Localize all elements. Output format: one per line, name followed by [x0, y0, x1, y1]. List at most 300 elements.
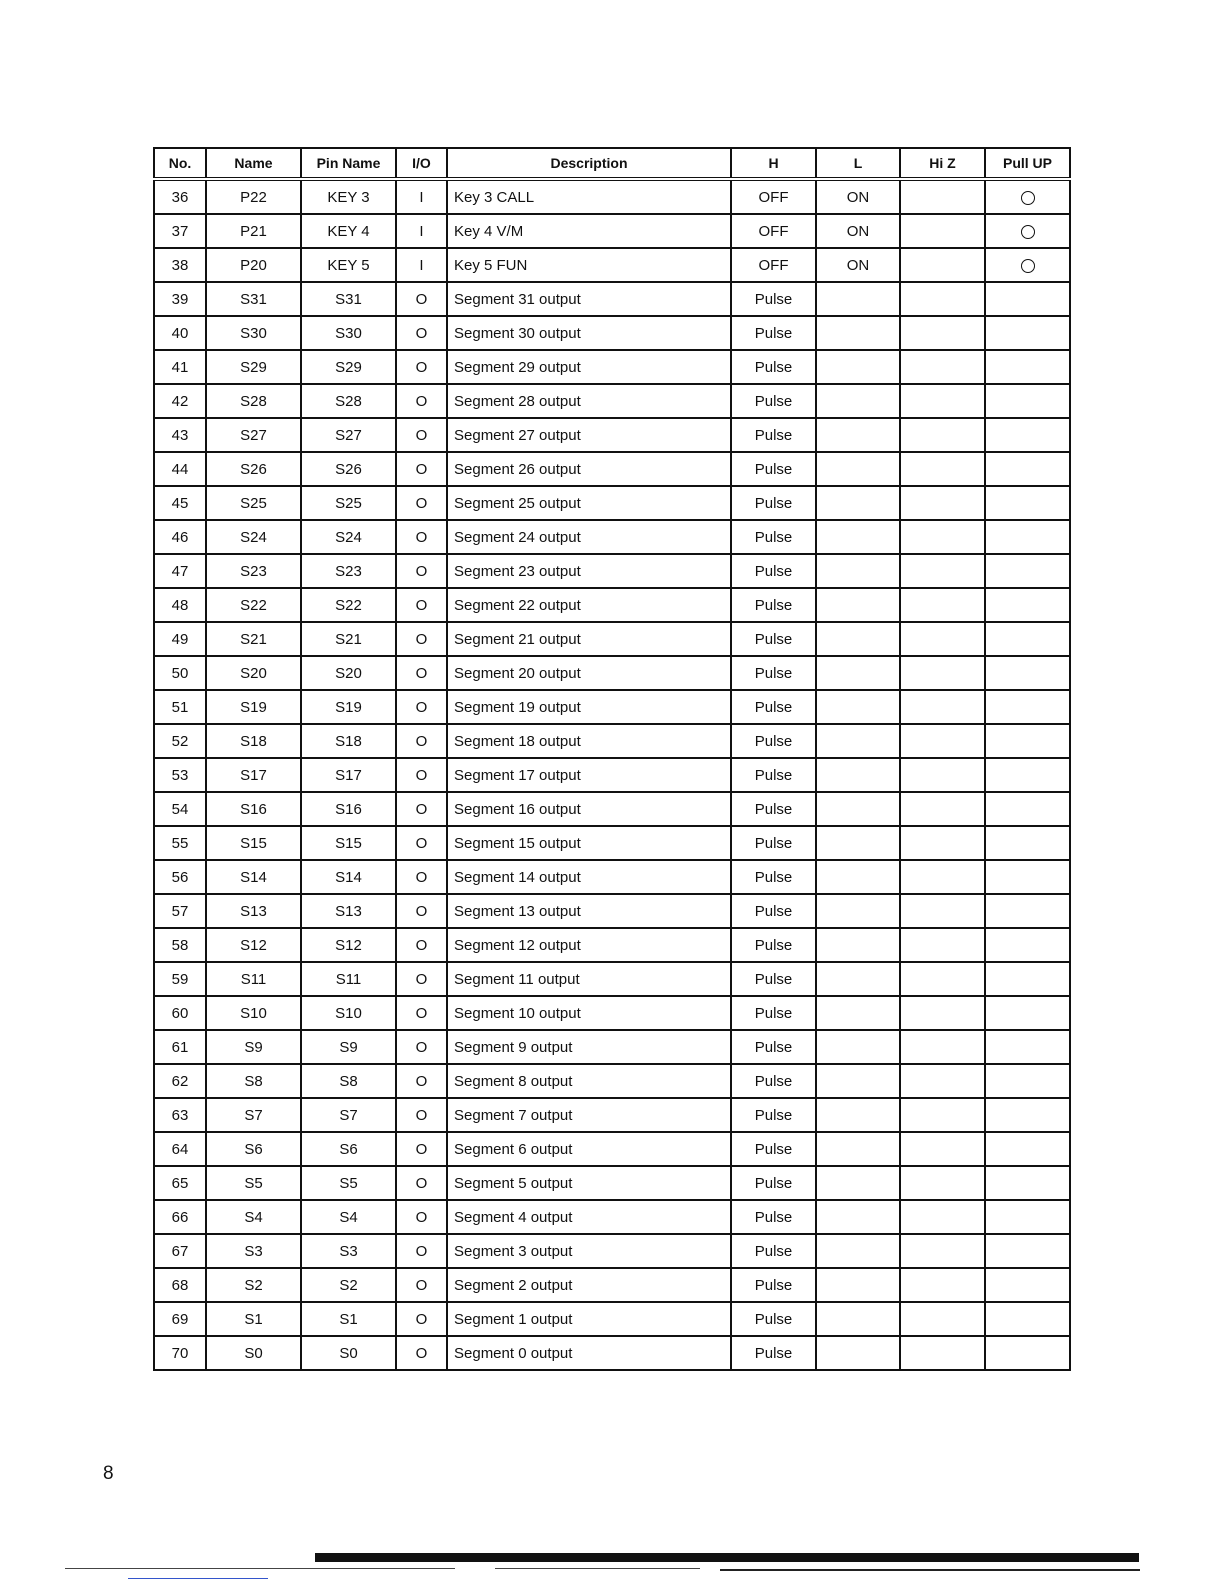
pin-name-cell: KEY 5 — [301, 248, 396, 282]
io-cell: O — [396, 316, 447, 350]
description-cell: Segment 9 output — [447, 1030, 731, 1064]
io-cell: O — [396, 1064, 447, 1098]
l-cell — [816, 316, 900, 350]
pin-number-cell: 63 — [154, 1098, 206, 1132]
hiz-cell — [900, 384, 985, 418]
pullup-cell — [985, 588, 1070, 622]
table-row — [154, 792, 1070, 826]
description-cell: Segment 21 output — [447, 622, 731, 656]
l-cell — [816, 826, 900, 860]
column-header: Hi Z — [900, 148, 985, 179]
pullup-cell — [985, 1132, 1070, 1166]
pin-number-cell: 59 — [154, 962, 206, 996]
name-cell: S19 — [206, 690, 301, 724]
io-cell: O — [396, 1302, 447, 1336]
hiz-cell — [900, 928, 985, 962]
column-header: I/O — [396, 148, 447, 179]
h-cell: Pulse — [731, 1234, 816, 1268]
h-cell: Pulse — [731, 690, 816, 724]
pin-name-cell: S11 — [301, 962, 396, 996]
pin-name-cell: S3 — [301, 1234, 396, 1268]
pullup-cell — [985, 1200, 1070, 1234]
hiz-cell — [900, 1098, 985, 1132]
pin-number-cell: 69 — [154, 1302, 206, 1336]
table-row — [154, 1234, 1070, 1268]
hiz-cell — [900, 792, 985, 826]
table-row — [154, 894, 1070, 928]
l-cell — [816, 758, 900, 792]
pullup-cell — [985, 894, 1070, 928]
h-cell: Pulse — [731, 1302, 816, 1336]
hiz-cell — [900, 1234, 985, 1268]
name-cell: S28 — [206, 384, 301, 418]
l-cell — [816, 1302, 900, 1336]
name-cell: S27 — [206, 418, 301, 452]
pin-number-cell: 51 — [154, 690, 206, 724]
l-cell — [816, 656, 900, 690]
pin-name-cell: S29 — [301, 350, 396, 384]
pin-number-cell: 60 — [154, 996, 206, 1030]
hiz-cell — [900, 622, 985, 656]
pullup-cell — [985, 316, 1070, 350]
table-row — [154, 248, 1070, 282]
hiz-cell — [900, 418, 985, 452]
description-cell: Segment 16 output — [447, 792, 731, 826]
io-cell: O — [396, 1098, 447, 1132]
table-row — [154, 214, 1070, 248]
name-cell: S26 — [206, 452, 301, 486]
pin-name-cell: S22 — [301, 588, 396, 622]
io-cell: I — [396, 179, 447, 214]
h-cell: Pulse — [731, 962, 816, 996]
pin-number-cell: 61 — [154, 1030, 206, 1064]
h-cell: Pulse — [731, 758, 816, 792]
column-header: Pin Name — [301, 148, 396, 179]
pin-name-cell: S2 — [301, 1268, 396, 1302]
l-cell — [816, 996, 900, 1030]
hiz-cell — [900, 894, 985, 928]
table-row — [154, 860, 1070, 894]
name-cell: S8 — [206, 1064, 301, 1098]
h-cell: Pulse — [731, 1336, 816, 1370]
column-header: H — [731, 148, 816, 179]
table-row — [154, 996, 1070, 1030]
io-cell: O — [396, 1132, 447, 1166]
description-cell: Segment 11 output — [447, 962, 731, 996]
h-cell: Pulse — [731, 1030, 816, 1064]
column-header: Pull UP — [985, 148, 1070, 179]
pin-name-cell: S5 — [301, 1166, 396, 1200]
description-cell: Segment 31 output — [447, 282, 731, 316]
h-cell: Pulse — [731, 1166, 816, 1200]
pin-name-cell: S15 — [301, 826, 396, 860]
pin-name-cell: S6 — [301, 1132, 396, 1166]
footer-rule — [720, 1569, 1140, 1571]
table-row — [154, 1302, 1070, 1336]
io-cell: O — [396, 1336, 447, 1370]
pin-name-cell: S19 — [301, 690, 396, 724]
hiz-cell — [900, 758, 985, 792]
pin-name-cell: S31 — [301, 282, 396, 316]
description-cell: Key 4 V/M — [447, 214, 731, 248]
io-cell: O — [396, 860, 447, 894]
pin-name-cell: S18 — [301, 724, 396, 758]
pin-number-cell: 36 — [154, 179, 206, 214]
io-cell: O — [396, 690, 447, 724]
l-cell — [816, 860, 900, 894]
l-cell — [816, 418, 900, 452]
name-cell: S29 — [206, 350, 301, 384]
pin-number-cell: 54 — [154, 792, 206, 826]
h-cell: Pulse — [731, 656, 816, 690]
l-cell: ON — [816, 248, 900, 282]
page-number: 8 — [103, 1463, 114, 1484]
l-cell — [816, 486, 900, 520]
name-cell: S11 — [206, 962, 301, 996]
pin-number-cell: 48 — [154, 588, 206, 622]
pullup-cell — [985, 962, 1070, 996]
name-cell: S31 — [206, 282, 301, 316]
l-cell — [816, 1132, 900, 1166]
table-row — [154, 316, 1070, 350]
pin-number-cell: 41 — [154, 350, 206, 384]
description-cell: Segment 20 output — [447, 656, 731, 690]
description-cell: Segment 3 output — [447, 1234, 731, 1268]
description-cell: Segment 25 output — [447, 486, 731, 520]
name-cell: S14 — [206, 860, 301, 894]
pin-number-cell: 52 — [154, 724, 206, 758]
table-row — [154, 656, 1070, 690]
l-cell: ON — [816, 179, 900, 214]
pin-name-cell: S16 — [301, 792, 396, 826]
io-cell: O — [396, 452, 447, 486]
pin-number-cell: 43 — [154, 418, 206, 452]
h-cell: Pulse — [731, 622, 816, 656]
pullup-cell — [985, 282, 1070, 316]
table-row — [154, 690, 1070, 724]
column-header: Description — [447, 148, 731, 179]
description-cell: Segment 17 output — [447, 758, 731, 792]
table-row — [154, 1336, 1070, 1370]
pin-name-cell: S0 — [301, 1336, 396, 1370]
pullup-cell — [985, 690, 1070, 724]
description-cell: Segment 13 output — [447, 894, 731, 928]
pin-number-cell: 39 — [154, 282, 206, 316]
pullup-cell — [985, 1234, 1070, 1268]
column-header: No. — [154, 148, 206, 179]
table-row — [154, 350, 1070, 384]
l-cell — [816, 1200, 900, 1234]
description-cell: Segment 22 output — [447, 588, 731, 622]
h-cell: Pulse — [731, 826, 816, 860]
io-cell: O — [396, 724, 447, 758]
l-cell — [816, 282, 900, 316]
h-cell: Pulse — [731, 282, 816, 316]
h-cell: Pulse — [731, 928, 816, 962]
pullup-cell — [985, 418, 1070, 452]
io-cell: I — [396, 248, 447, 282]
io-cell: O — [396, 520, 447, 554]
io-cell: O — [396, 1200, 447, 1234]
pullup-cell — [985, 860, 1070, 894]
hiz-cell — [900, 486, 985, 520]
pullup-cell — [985, 214, 1070, 248]
pin-number-cell: 70 — [154, 1336, 206, 1370]
name-cell: S12 — [206, 928, 301, 962]
pullup-circle-icon — [1021, 259, 1035, 273]
pullup-cell — [985, 928, 1070, 962]
description-cell: Segment 4 output — [447, 1200, 731, 1234]
pin-name-cell: S7 — [301, 1098, 396, 1132]
name-cell: S9 — [206, 1030, 301, 1064]
table-row — [154, 384, 1070, 418]
table-row — [154, 282, 1070, 316]
l-cell — [816, 962, 900, 996]
table-row — [154, 554, 1070, 588]
pullup-cell — [985, 554, 1070, 588]
name-cell: S1 — [206, 1302, 301, 1336]
table-row — [154, 452, 1070, 486]
io-cell: O — [396, 554, 447, 588]
l-cell — [816, 622, 900, 656]
pin-number-cell: 49 — [154, 622, 206, 656]
l-cell — [816, 1336, 900, 1370]
table-row — [154, 622, 1070, 656]
h-cell: Pulse — [731, 1268, 816, 1302]
description-cell: Segment 6 output — [447, 1132, 731, 1166]
hiz-cell — [900, 690, 985, 724]
hiz-cell — [900, 1132, 985, 1166]
pin-number-cell: 65 — [154, 1166, 206, 1200]
pin-name-cell: S28 — [301, 384, 396, 418]
io-cell: O — [396, 588, 447, 622]
name-cell: S22 — [206, 588, 301, 622]
pin-number-cell: 44 — [154, 452, 206, 486]
l-cell: ON — [816, 214, 900, 248]
table-row — [154, 588, 1070, 622]
description-cell: Segment 18 output — [447, 724, 731, 758]
h-cell: Pulse — [731, 860, 816, 894]
table-row — [154, 826, 1070, 860]
table-row — [154, 1064, 1070, 1098]
hiz-cell — [900, 316, 985, 350]
column-header: Name — [206, 148, 301, 179]
name-cell: S5 — [206, 1166, 301, 1200]
name-cell: S23 — [206, 554, 301, 588]
io-cell: O — [396, 758, 447, 792]
pullup-cell — [985, 520, 1070, 554]
hiz-cell — [900, 179, 985, 214]
pullup-cell — [985, 1336, 1070, 1370]
name-cell: S20 — [206, 656, 301, 690]
io-cell: O — [396, 928, 447, 962]
io-cell: O — [396, 894, 447, 928]
table-header-row — [154, 148, 1070, 179]
description-cell: Segment 7 output — [447, 1098, 731, 1132]
h-cell: Pulse — [731, 316, 816, 350]
pullup-cell — [985, 1098, 1070, 1132]
l-cell — [816, 894, 900, 928]
h-cell: Pulse — [731, 792, 816, 826]
hiz-cell — [900, 588, 985, 622]
pin-number-cell: 46 — [154, 520, 206, 554]
description-cell: Segment 24 output — [447, 520, 731, 554]
hiz-cell — [900, 1166, 985, 1200]
description-cell: Segment 8 output — [447, 1064, 731, 1098]
io-cell: O — [396, 1234, 447, 1268]
h-cell: Pulse — [731, 418, 816, 452]
io-cell: O — [396, 962, 447, 996]
table-row — [154, 928, 1070, 962]
name-cell: S13 — [206, 894, 301, 928]
l-cell — [816, 690, 900, 724]
pin-table — [153, 147, 1071, 1371]
table-row — [154, 1098, 1070, 1132]
description-cell: Segment 28 output — [447, 384, 731, 418]
pin-number-cell: 40 — [154, 316, 206, 350]
l-cell — [816, 1166, 900, 1200]
description-cell: Segment 26 output — [447, 452, 731, 486]
name-cell: S10 — [206, 996, 301, 1030]
io-cell: O — [396, 792, 447, 826]
pin-name-cell: S9 — [301, 1030, 396, 1064]
l-cell — [816, 452, 900, 486]
hiz-cell — [900, 554, 985, 588]
h-cell: Pulse — [731, 452, 816, 486]
table-row — [154, 1200, 1070, 1234]
h-cell: OFF — [731, 179, 816, 214]
hiz-cell — [900, 214, 985, 248]
io-cell: O — [396, 826, 447, 860]
name-cell: S24 — [206, 520, 301, 554]
pullup-cell — [985, 452, 1070, 486]
table-row — [154, 520, 1070, 554]
table-row — [154, 418, 1070, 452]
h-cell: OFF — [731, 214, 816, 248]
l-cell — [816, 792, 900, 826]
hiz-cell — [900, 1064, 985, 1098]
description-cell: Segment 0 output — [447, 1336, 731, 1370]
l-cell — [816, 1030, 900, 1064]
pin-number-cell: 67 — [154, 1234, 206, 1268]
pullup-cell — [985, 792, 1070, 826]
pin-number-cell: 64 — [154, 1132, 206, 1166]
pullup-cell — [985, 179, 1070, 214]
table-row — [154, 1030, 1070, 1064]
pullup-cell — [985, 1166, 1070, 1200]
l-cell — [816, 1064, 900, 1098]
table-row — [154, 1132, 1070, 1166]
l-cell — [816, 350, 900, 384]
hiz-cell — [900, 656, 985, 690]
description-cell: Segment 14 output — [447, 860, 731, 894]
pullup-cell — [985, 248, 1070, 282]
pin-name-cell: S14 — [301, 860, 396, 894]
description-cell: Segment 23 output — [447, 554, 731, 588]
name-cell: S18 — [206, 724, 301, 758]
description-cell: Segment 5 output — [447, 1166, 731, 1200]
l-cell — [816, 384, 900, 418]
name-cell: S6 — [206, 1132, 301, 1166]
pin-name-cell: KEY 3 — [301, 179, 396, 214]
l-cell — [816, 520, 900, 554]
io-cell: O — [396, 622, 447, 656]
pin-number-cell: 57 — [154, 894, 206, 928]
pin-name-cell: S24 — [301, 520, 396, 554]
table-row — [154, 758, 1070, 792]
l-cell — [816, 928, 900, 962]
pullup-cell — [985, 622, 1070, 656]
pullup-cell — [985, 1030, 1070, 1064]
hiz-cell — [900, 1302, 985, 1336]
pin-name-cell: S10 — [301, 996, 396, 1030]
name-cell: S3 — [206, 1234, 301, 1268]
pullup-cell — [985, 1064, 1070, 1098]
l-cell — [816, 1268, 900, 1302]
h-cell: Pulse — [731, 486, 816, 520]
io-cell: I — [396, 214, 447, 248]
hiz-cell — [900, 826, 985, 860]
pullup-circle-icon — [1021, 191, 1035, 205]
pullup-cell — [985, 384, 1070, 418]
h-cell: Pulse — [731, 384, 816, 418]
pin-number-cell: 38 — [154, 248, 206, 282]
pin-name-cell: S30 — [301, 316, 396, 350]
h-cell: Pulse — [731, 1200, 816, 1234]
name-cell: S25 — [206, 486, 301, 520]
io-cell: O — [396, 656, 447, 690]
hiz-cell — [900, 282, 985, 316]
hiz-cell — [900, 962, 985, 996]
footer-rule — [128, 1578, 268, 1579]
pin-name-cell: S23 — [301, 554, 396, 588]
description-cell: Segment 12 output — [447, 928, 731, 962]
pin-number-cell: 56 — [154, 860, 206, 894]
pin-number-cell: 50 — [154, 656, 206, 690]
h-cell: Pulse — [731, 588, 816, 622]
h-cell: Pulse — [731, 1098, 816, 1132]
pin-number-cell: 62 — [154, 1064, 206, 1098]
pin-name-cell: S1 — [301, 1302, 396, 1336]
name-cell: S21 — [206, 622, 301, 656]
hiz-cell — [900, 724, 985, 758]
hiz-cell — [900, 1268, 985, 1302]
io-cell: O — [396, 418, 447, 452]
name-cell: S17 — [206, 758, 301, 792]
pin-name-cell: S25 — [301, 486, 396, 520]
name-cell: S7 — [206, 1098, 301, 1132]
hiz-cell — [900, 860, 985, 894]
pin-number-cell: 37 — [154, 214, 206, 248]
pullup-circle-icon — [1021, 225, 1035, 239]
io-cell: O — [396, 282, 447, 316]
h-cell: OFF — [731, 248, 816, 282]
io-cell: O — [396, 486, 447, 520]
l-cell — [816, 554, 900, 588]
description-cell: Segment 30 output — [447, 316, 731, 350]
pin-name-cell: S27 — [301, 418, 396, 452]
hiz-cell — [900, 248, 985, 282]
pin-name-cell: S17 — [301, 758, 396, 792]
io-cell: O — [396, 1166, 447, 1200]
l-cell — [816, 724, 900, 758]
h-cell: Pulse — [731, 894, 816, 928]
hiz-cell — [900, 520, 985, 554]
footer-rule — [315, 1553, 1139, 1562]
pin-number-cell: 55 — [154, 826, 206, 860]
h-cell: Pulse — [731, 520, 816, 554]
pullup-cell — [985, 724, 1070, 758]
